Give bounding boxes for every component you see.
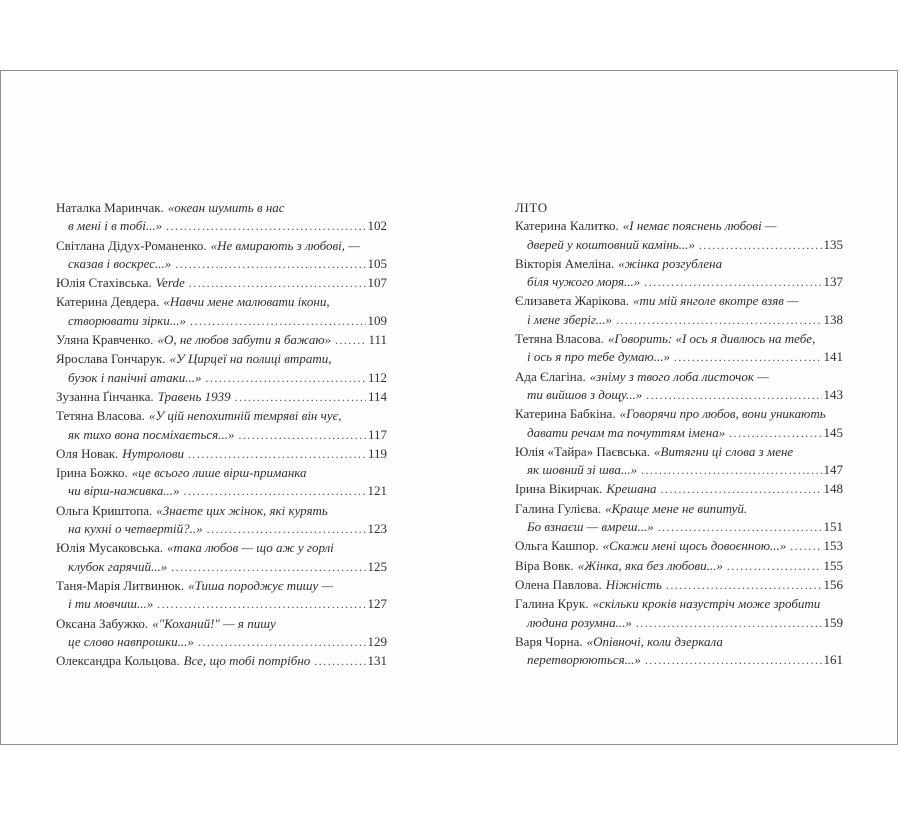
dot-leader (190, 312, 365, 331)
poem-title: «"Коханий!" — я пишу (152, 615, 276, 631)
dot-leader (636, 614, 822, 633)
toc-entry-line (515, 217, 843, 235)
toc-entry-line (56, 407, 387, 425)
dot-leader (658, 518, 822, 537)
poem-title: «Не вмирають з любові, — (210, 237, 360, 253)
toc-entry-line (515, 386, 843, 405)
poem-title: в мені і в тобі...» (68, 218, 163, 234)
toc-entry-line (56, 633, 387, 652)
poem-title: «це всього лише вірш-приманка (131, 465, 307, 481)
toc-entry-line (515, 595, 843, 613)
toc-entry-line (56, 577, 387, 595)
poem-title: Нутролови (122, 445, 184, 461)
page-number: 155 (823, 557, 843, 573)
poem-title: створювати зірки...» (68, 312, 187, 328)
poem-title: «зніму з твого лоба листочок — (589, 368, 769, 384)
toc-entry-line (515, 311, 843, 330)
author-name: Вікторія Амеліна. (515, 255, 615, 271)
page-number: 127 (367, 596, 387, 612)
toc-entry-line (56, 558, 387, 577)
dot-leader (727, 557, 822, 576)
toc-entry-line (515, 273, 843, 292)
toc-entry-line (515, 651, 843, 670)
dot-leader (166, 217, 365, 236)
author-name: Ірина Божко. (56, 465, 128, 481)
toc-entry-line (515, 480, 843, 499)
dot-leader (206, 369, 366, 388)
author-name: Катерина Калитко. (515, 218, 619, 234)
page-number: 112 (367, 369, 387, 385)
poem-title: ти вийшов з дощу...» (527, 386, 643, 402)
toc-entry-line (56, 652, 387, 671)
author-name: Уляна Кравченко. (56, 332, 154, 348)
author-name: Наталка Маринчак. (56, 200, 164, 215)
page-number: 111 (368, 332, 387, 348)
author-name: Юлія «Тайра» Паєвська. (515, 443, 651, 459)
author-name: Ярослава Гончарук. (56, 351, 166, 367)
dot-leader (175, 255, 365, 274)
toc-entry-line (515, 537, 843, 556)
toc-entry-line (56, 464, 387, 482)
author-name: Юлія Мусаковська. (56, 540, 164, 556)
poem-title: як шовний зі шва...» (527, 462, 638, 478)
poem-title: біля чужого моря...» (527, 274, 641, 290)
toc-entry-line (56, 312, 387, 331)
dot-leader (645, 651, 822, 670)
dot-leader (157, 595, 365, 614)
poem-title: клубок гарячий...» (68, 558, 168, 574)
author-name: Ольга Криштопа. (56, 502, 153, 518)
author-name: Тетяна Власова. (515, 331, 604, 347)
page-number: 137 (823, 274, 843, 290)
poem-title: «Говорить: «І ось я дивлюсь на тебе, (607, 331, 816, 347)
poem-title: «У Цирцеї на полиці втрати, (169, 351, 332, 367)
poem-title: «Навчи мене малювати ікони, (163, 294, 330, 310)
author-name: Світлана Дідух-Романенко. (56, 237, 207, 253)
section-header: ЛІТО (515, 200, 548, 215)
author-name: Ольга Кашпор. (515, 538, 599, 554)
poem-title: Verde (155, 275, 185, 291)
author-name: Єлизавета Жарікова. (515, 293, 629, 309)
toc-entry-line (515, 330, 843, 348)
author-name: Варя Чорна. (515, 633, 583, 649)
dot-leader (644, 273, 821, 292)
poem-title: і ти мовчиш...» (68, 596, 154, 612)
poem-title: як тихо вона посміхається...» (68, 426, 235, 442)
toc-entry-line (56, 445, 387, 464)
toc-entry-line (56, 595, 387, 614)
dot-leader (188, 445, 366, 464)
toc-entry-line (515, 518, 843, 537)
poem-title: Травень 1939 (157, 388, 231, 404)
poem-title: «Жінка, яка без любови...» (577, 557, 723, 573)
author-name: Таня-Марія Литвинюк. (56, 577, 185, 593)
poem-title: «Тиша породжує тишу — (188, 577, 334, 593)
dot-leader (641, 461, 821, 480)
toc-entry-line (56, 539, 387, 557)
toc-entry-line (56, 369, 387, 388)
dot-leader (207, 520, 366, 539)
dot-leader (184, 482, 366, 501)
author-name: Катерина Бабкіна. (515, 406, 616, 422)
poem-title: це слово навпрошки...» (68, 633, 194, 649)
toc-entry-line (515, 292, 843, 310)
author-name: Зузанна Ґінчанка. (56, 388, 154, 404)
author-name: Віра Вовк. (515, 557, 574, 573)
book-spread-page (0, 70, 898, 745)
dot-leader (235, 388, 366, 407)
toc-entry-line (515, 236, 843, 255)
poem-title: перетворюються...» (527, 652, 641, 668)
author-name: Олександра Кольцова. (56, 653, 180, 669)
toc-column-right (515, 199, 843, 670)
author-name: Юлія Стахівська. (56, 275, 152, 291)
poem-title: «Краще мене не випитуй. (605, 500, 748, 516)
dot-leader (790, 537, 821, 556)
page-number: 125 (367, 558, 387, 574)
page-number: 138 (823, 311, 843, 327)
page-number: 117 (367, 426, 387, 442)
poem-title: «Знаєте цих жінок, які курять (156, 502, 328, 518)
poem-title: «жінка розгублена (618, 255, 723, 271)
page-number: 121 (367, 483, 387, 499)
page-number: 159 (823, 614, 843, 630)
page-number: 123 (367, 521, 387, 537)
page-number: 105 (367, 255, 387, 271)
poem-title: людина розумна...» (527, 614, 632, 630)
poem-title: «О, не любов забути я бажаю» (157, 332, 331, 348)
toc-entry-line (515, 405, 843, 423)
dot-leader (189, 274, 366, 293)
dot-leader (616, 311, 821, 330)
page-number: 131 (367, 653, 387, 669)
dot-leader (661, 480, 822, 499)
toc-entry-line (515, 348, 843, 367)
page-number: 161 (823, 652, 843, 668)
author-name: Галина Гулієва. (515, 500, 602, 516)
toc-column-left (56, 199, 387, 671)
poem-title: «Опівночі, коли дзеркала (586, 633, 723, 649)
page-number: 153 (823, 538, 843, 554)
author-name: Галина Крук. (515, 596, 589, 612)
toc-entry-line (515, 576, 843, 595)
toc-entry-line (515, 557, 843, 576)
toc-entry-line (56, 217, 387, 236)
toc-entry-line (515, 614, 843, 633)
page-number: 145 (823, 424, 843, 440)
page-number: 151 (823, 519, 843, 535)
author-name: Оксана Забужко. (56, 615, 149, 631)
dot-leader (646, 386, 821, 405)
page-number: 147 (823, 462, 843, 478)
dot-leader (314, 652, 365, 671)
poem-title: Все, що тобі потрібно (183, 653, 311, 669)
toc-entry-line (56, 615, 387, 633)
page-number: 141 (823, 349, 843, 365)
toc-entry-line (56, 293, 387, 311)
dot-leader (729, 424, 821, 443)
toc-entry-line (515, 461, 843, 480)
page-number: 135 (823, 236, 843, 252)
poem-title: давати речам та почуттям імена» (527, 424, 726, 440)
toc-entry-line (56, 520, 387, 539)
toc-entry-line (515, 633, 843, 651)
poem-title: «океан шумить в нас (167, 200, 285, 215)
page-number: 102 (367, 218, 387, 234)
poem-title: Крешана (606, 481, 657, 497)
poem-title: чи вірш-наживка...» (68, 483, 180, 499)
author-name: Ада Єлагіна. (515, 368, 586, 384)
poem-title: і мене зберіг...» (527, 311, 613, 327)
page-number: 129 (367, 633, 387, 649)
author-name: Оля Новак. (56, 445, 119, 461)
page-number: 119 (367, 445, 387, 461)
toc-entry-line (56, 274, 387, 293)
page-number: 148 (823, 481, 843, 497)
toc-entry-line (56, 502, 387, 520)
poem-title: «І немає пояснень любові — (622, 218, 777, 234)
dot-leader (666, 576, 822, 595)
toc-entry-line (515, 424, 843, 443)
dot-leader (335, 331, 366, 350)
toc-entry-line (56, 237, 387, 255)
toc-entry-line (515, 368, 843, 386)
toc-entry-line (56, 426, 387, 445)
poem-title: «Скажи мені щось довоєнною...» (602, 538, 787, 554)
poem-title: «Витягни ці слова з мене (654, 443, 794, 459)
toc-entry-line (56, 482, 387, 501)
toc-entry-line (56, 388, 387, 407)
poem-title: дверей у коштовний камінь...» (527, 236, 695, 252)
dot-leader (238, 426, 366, 445)
author-name: Ірина Вікирчак. (515, 481, 603, 497)
poem-title: Ніжність (605, 576, 662, 592)
poem-title: на кухні о четвертій?..» (68, 521, 203, 537)
poem-title: і ось я про тебе думаю...» (527, 349, 670, 365)
author-name: Катерина Девдера. (56, 294, 160, 310)
author-name: Тетяна Власова. (56, 408, 145, 424)
poem-title: бузок і панічні атаки...» (68, 369, 202, 385)
page-number: 156 (823, 576, 843, 592)
toc-entry-line (515, 500, 843, 518)
dot-leader (699, 236, 822, 255)
page-number: 109 (367, 312, 387, 328)
toc-entry-line (56, 350, 387, 368)
poem-title: «скільки кроків назустріч може зробити (592, 596, 821, 612)
dot-leader (674, 348, 822, 367)
poem-title: Бо взнаєш — вмреш...» (527, 519, 654, 535)
poem-title: сказав і воскрес...» (68, 255, 172, 271)
page-number: 107 (367, 275, 387, 291)
dot-leader (198, 633, 366, 652)
poem-title: «Говорячи про любов, вони уникають (619, 406, 826, 422)
toc-entry-line (56, 199, 387, 217)
dot-leader (171, 558, 365, 577)
page-number: 114 (367, 388, 387, 404)
toc-entry-line (515, 255, 843, 273)
author-name: Олена Павлова. (515, 576, 602, 592)
page-number: 143 (823, 386, 843, 402)
toc-entry-line (56, 331, 387, 350)
poem-title: «ти мій янголе вкотре взяв — (632, 293, 799, 309)
poem-title: «така любов — що аж у горлі (167, 540, 334, 556)
toc-entry-line (56, 255, 387, 274)
toc-entry-line (515, 443, 843, 461)
poem-title: «У цій непохитній темряві він чує, (148, 408, 342, 424)
